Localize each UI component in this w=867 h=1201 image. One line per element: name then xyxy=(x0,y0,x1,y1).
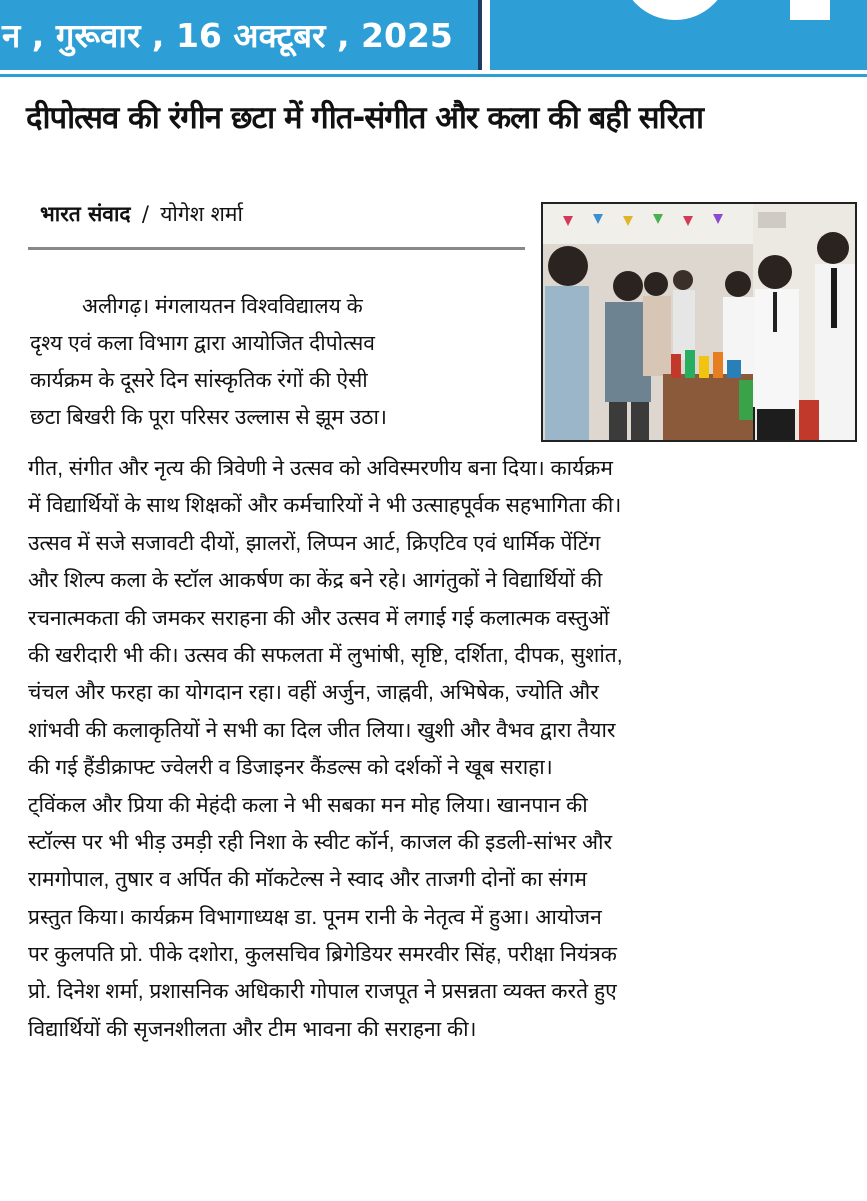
article-body xyxy=(28,450,860,1048)
photo-illustration xyxy=(543,204,855,440)
text-line: रचनात्मकता की जमकर सराहना की और उत्सव में लगाई गई कलात्मक वस्तुओं xyxy=(28,606,610,630)
text-line: कार्यक्रम के दूसरे दिन सांस्कृतिक रंगों की ऐसी xyxy=(30,369,368,392)
students-at-craft-stall-photo xyxy=(541,202,857,442)
text-line: विद्यार्थियों की सृजनशीलता और टीम भावना की सराहना की। xyxy=(28,1017,477,1041)
text-line: शांभवी की कलाकृतियों ने सभी का दिल जीत लिया। खुशी और वैभव द्वारा तैयार xyxy=(28,718,616,742)
text-line: ट्विंकल और प्रिया की मेहंदी कला ने भी सबका मन मोह लिया। खानपान की xyxy=(28,793,588,817)
byline-separator: / xyxy=(141,202,149,226)
text-line: प्रो. दिनेश शर्मा, प्रशासनिक अधिकारी गोपाल राजपूत ने प्रसन्नता व्यक्त करते हुए xyxy=(28,980,617,1004)
text-line: की गई हैंडीक्राफ्ट ज्वेलरी व डिजाइनर कैंडल्स को दर्शकों ने खूब सराहा। xyxy=(28,756,553,780)
text-line: रामगोपाल, तुषार व अर्पित की मॉकटेल्स ने स्वाद और ताजगी दोनों का संगम xyxy=(28,868,587,892)
text-line: प्रस्तुत किया। कार्यक्रम विभागाध्यक्ष डा. पूनम रानी के नेतृत्व में हुआ। आयोजन xyxy=(28,905,602,929)
text-line: पर कुलपति प्रो. पीके दशोरा, कुलसचिव ब्रिगेडियर समरवीर सिंह, परीक्षा नियंत्रक xyxy=(28,943,617,967)
logo-shape xyxy=(790,0,830,20)
byline-divider xyxy=(28,247,525,250)
text-line: चंचल और फरहा का योगदान रहा। वहीं अर्जुन, जाह्नवी, अभिषेक, ज्योति और xyxy=(28,681,599,705)
headline: दीपोत्सव की रंगीन छटा में गीत-संगीत और कला की बही सरिता xyxy=(26,100,703,136)
text-line: और शिल्प कला के स्टॉल आकर्षण का केंद्र बने रहे। आगंतुकों ने विद्यार्थियों की xyxy=(28,569,603,593)
text-line: अलीगढ़। मंगलायतन विश्वविद्यालय के xyxy=(82,295,363,318)
masthead-rule xyxy=(0,74,867,77)
masthead xyxy=(0,0,867,74)
date-bar xyxy=(0,0,482,70)
byline-source: भारत संवाद xyxy=(40,202,131,226)
article-intro xyxy=(30,288,530,436)
publication-date: न , गुरूवार , 16 अक्टूबर , 2025 xyxy=(2,16,453,55)
byline-author: योगेश शर्मा xyxy=(160,202,243,226)
text-line: में विद्यार्थियों के साथ शिक्षकों और कर्मचारियों ने भी उत्साहपूर्वक सहभागिता की। xyxy=(28,494,622,518)
text-line: स्टॉल्स पर भी भीड़ उमड़ी रही निशा के स्वीट कॉर्न, काजल की इडली-सांभर और xyxy=(28,830,613,854)
text-line: छटा बिखरी कि पूरा परिसर उल्लास से झूम उठा। xyxy=(30,406,387,429)
text-line: की खरीदारी भी की। उत्सव की सफलता में लुभांषी, सृष्टि, दर्शिता, दीपक, सुशांत, xyxy=(28,643,623,667)
text-line: उत्सव में सजे सजावटी दीयों, झालरों, लिप्पन आर्ट, क्रिएटिव एवं धार्मिक पेंटिंग xyxy=(28,531,601,555)
text-line: दृश्य एवं कला विभाग द्वारा आयोजित दीपोत्सव xyxy=(30,332,375,355)
text-line: गीत, संगीत और नृत्य की त्रिवेणी ने उत्सव को अविस्मरणीय बना दिया। कार्यक्रम xyxy=(28,457,613,480)
byline xyxy=(40,200,243,228)
